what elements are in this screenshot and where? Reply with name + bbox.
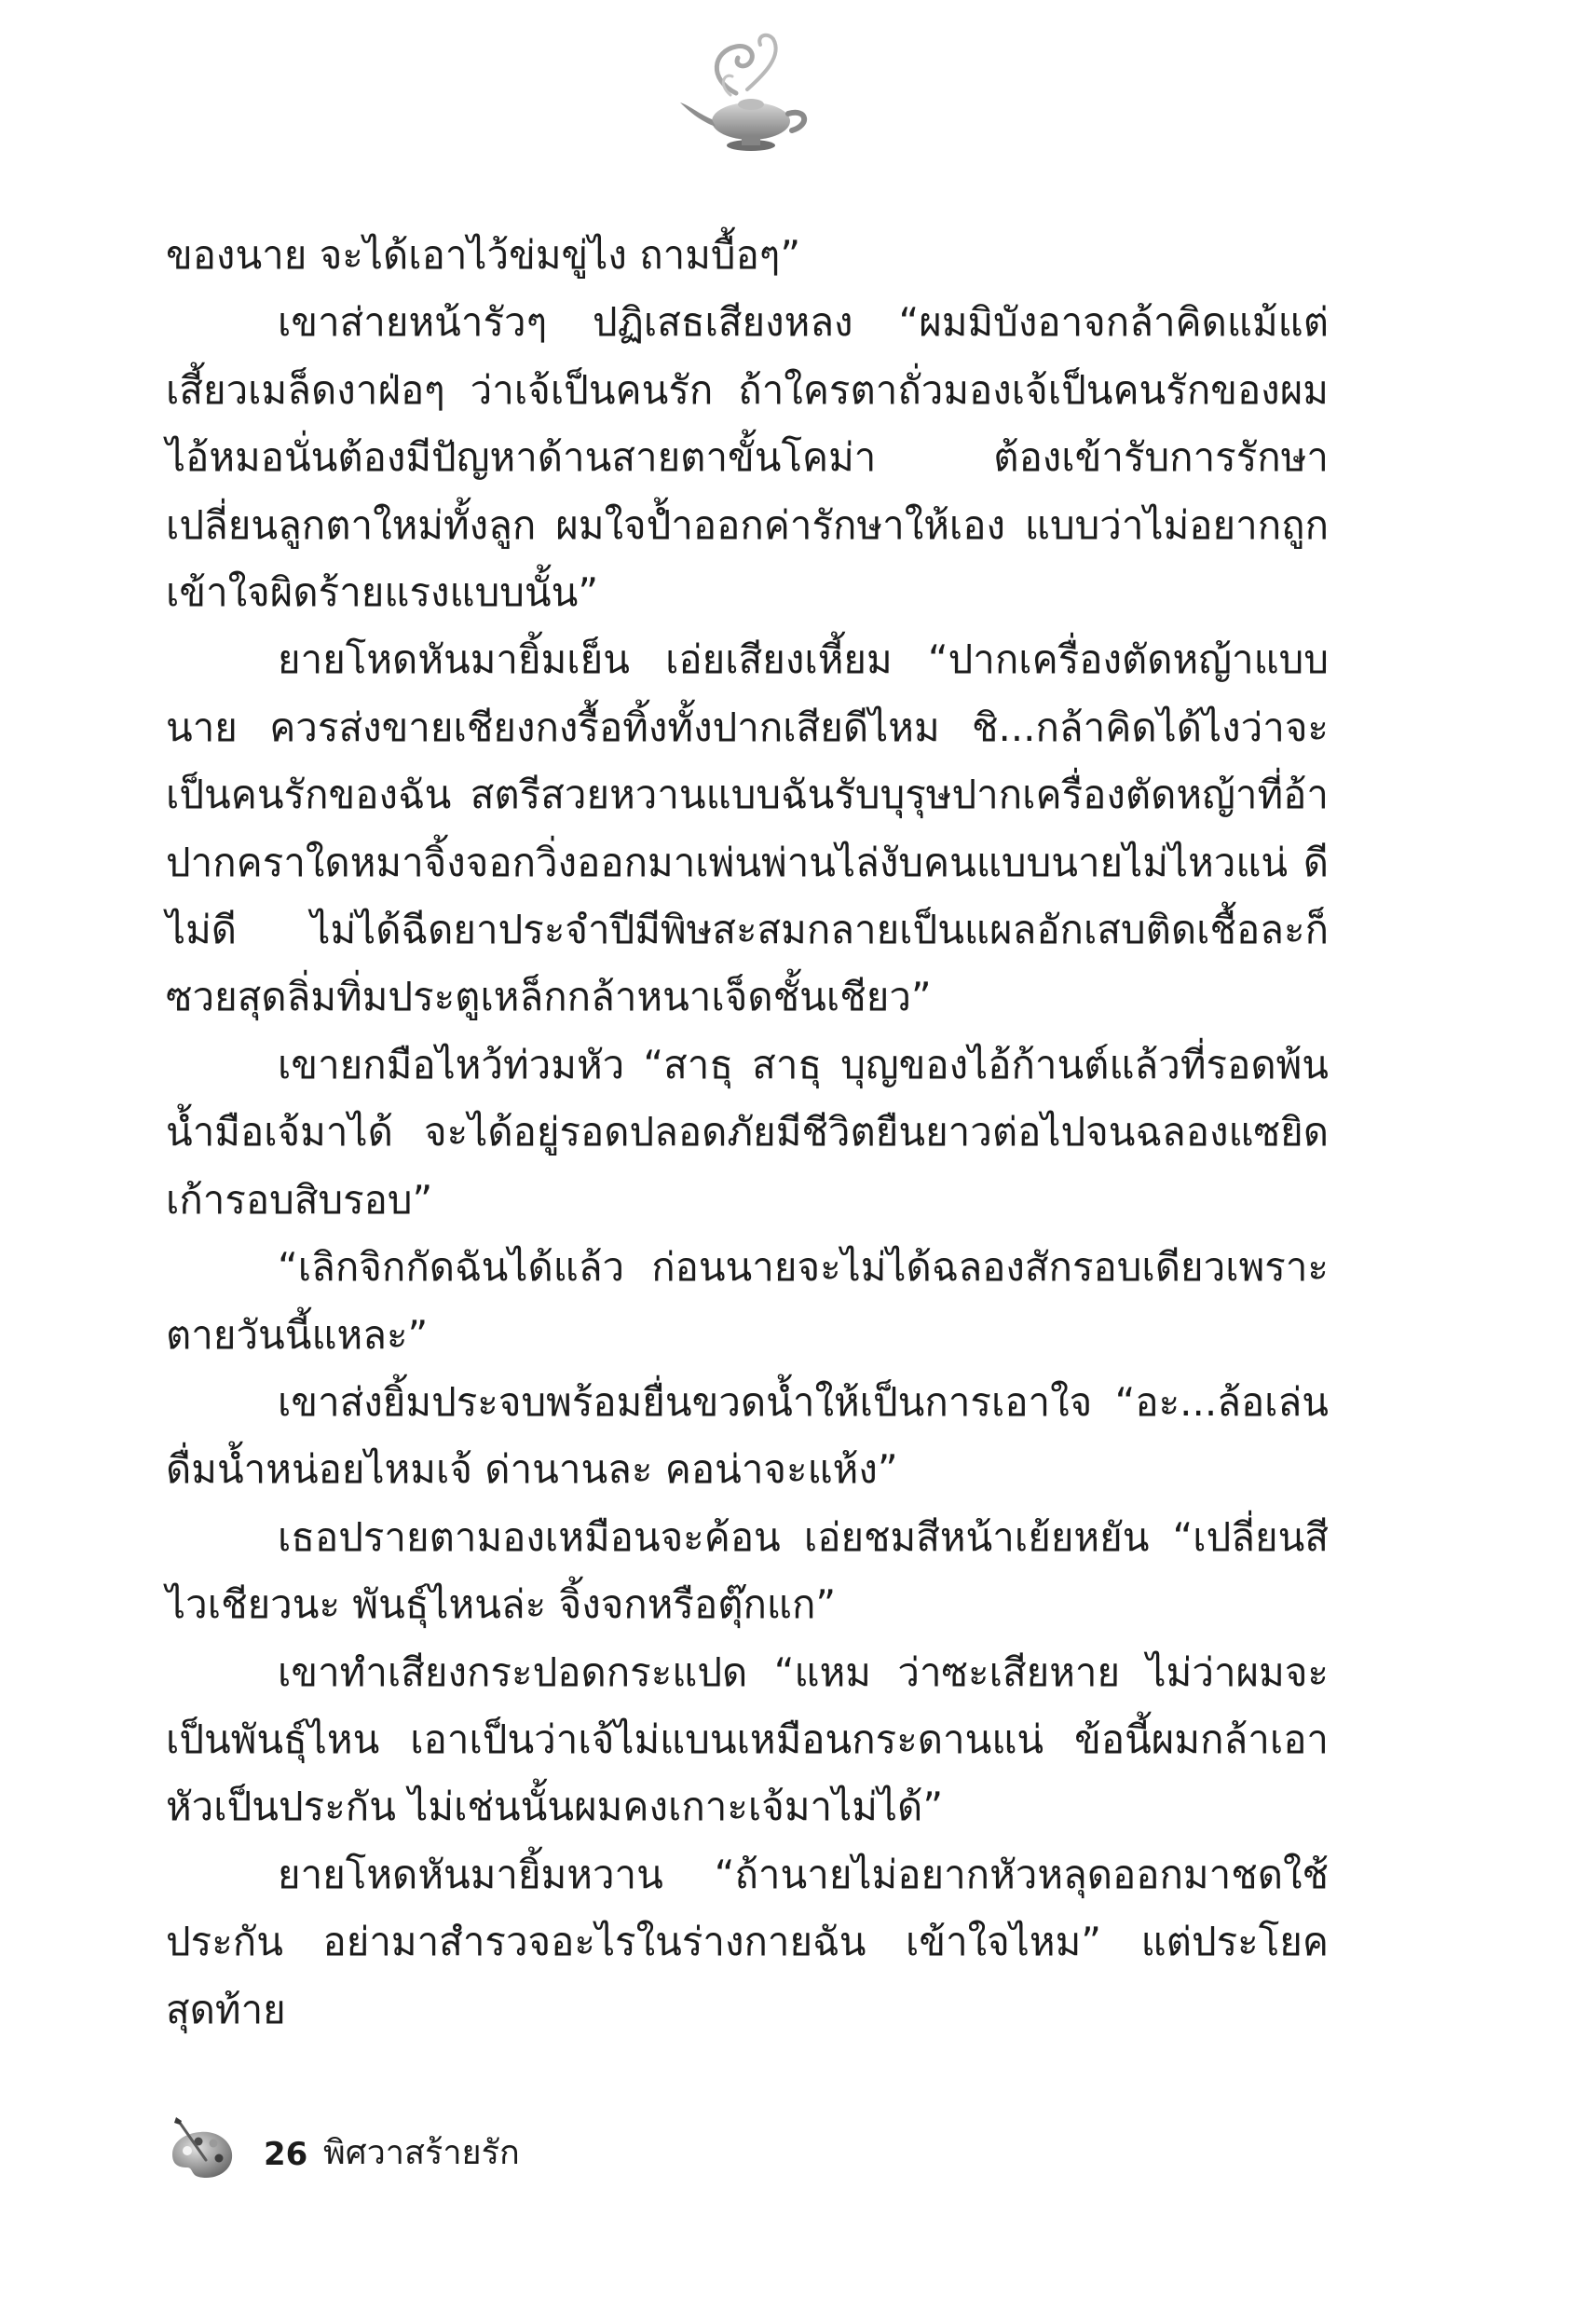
paragraph: ยายโหดหันมายิ้มเย็น เอ่ยเสียงเหี้ยม “ปากเครื่องตัดหญ้าแบบนาย ควรส่งขายเชียงกงรื้อทิ้งทั้งปากเสียดีไหม ชิ...กล้าคิดได้ไงว่าจะเป็นคนรักของฉัน สตรีสวยหวานแบบฉันรับบุรุษปากเครื่องตัดหญ้าที่อ้าปากคราใดหมาจิ้งจอกวิ่งออกมาเพ่นพ่านไล่งับคนแบบนายไม่ไหวแน่ ดีไม่ดี ไม่ได้ฉีดยาประจำปีมีพิษสะสมกลายเป็นแผลอักเสบติดเชื้อละก็ ซวยสุดลิ่มทิ่มประตูเหล็กกล้าหนาเจ็ดชั้นเชียว” (166, 636, 1329, 1020)
paragraph: ของนาย จะได้เอาไว้ข่มขู่ไง ถามบื้อๆ” (166, 232, 801, 278)
paragraph: เขาส่งยิ้มประจบพร้อมยื่นขวดน้ำให้เป็นการเอาใจ “อะ...ล้อเล่น ดื่มน้ำหน่อยไหมเจ้ ด่านานละ คอน่าจะแห้ง” (166, 1378, 1329, 1493)
paint-palette-icon (163, 2115, 238, 2190)
paragraph: “เลิกจิกกัดฉันได้แล้ว ก่อนนายจะไม่ได้ฉลองสักรอบเดียวเพราะตายวันนี้แหละ” (166, 1244, 1329, 1358)
page-number: 26 (264, 2136, 308, 2173)
paragraph: เขาทำเสียงกระปอดกระแปด “แหม ว่าซะเสียหาย ไม่ว่าผมจะเป็นพันธุ์ไหน เอาเป็นว่าเจ้ไม่แบนเหมือนกระดานแน่ ข้อนี้ผมกล้าเอาหัวเป็นประกัน ไม่เช่นนั้นผมคงเกาะเจ้มาไม่ได้” (166, 1648, 1329, 1830)
magic-lamp-icon (671, 28, 820, 158)
paragraph: เธอปรายตามองเหมือนจะค้อน เอ่ยชมสีหน้าเย้ยหยัน “เปลี่ยนสีไวเชียวนะ พันธุ์ไหนล่ะ จิ้งจกหรือตุ๊กแก” (166, 1513, 1329, 1628)
book-title: พิศวาสร้ายรัก (323, 2134, 520, 2172)
page-footer (163, 2115, 815, 2190)
paragraph: ยายโหดหันมายิ้มหวาน “ถ้านายไม่อยากหัวหลุดออกมาชดใช้ประกัน อย่ามาสำรวจอะไรในร่างกายฉัน เข้าใจไหม” แต่ประโยคสุดท้าย (166, 1851, 1329, 2032)
paragraph: เขายกมือไหว้ท่วมหัว “สาธุ สาธุ บุญของไอ้ก้านต์แล้วที่รอดพ้นน้ำมือเจ้มาได้ จะได้อยู่รอดปลอดภัยมีชีวิตยืนยาวต่อไปจนฉลองแซยิดเก้ารอบสิบรอบ” (166, 1041, 1329, 1223)
paragraph: เขาส่ายหน้ารัวๆ ปฏิเสธเสียงหลง “ผมมิบังอาจกล้าคิดแม้แต่เสี้ยวเมล็ดงาฝ่อๆ ว่าเจ้เป็นคนรัก ถ้าใครตาถั่วมองเจ้เป็นคนรักของผม ไอ้หมอนั่นต้องมีปัญหาด้านสายตาขั้นโคม่า ต้องเข้ารับการรักษาเปลี่ยนลูกตาใหม่ทั้งลูก ผมใจป้ำออกค่ารักษาให้เอง แบบว่าไม่อยากถูกเข้าใจผิดร้ายแรงแบบนั้น” (166, 299, 1329, 616)
chapter-body (166, 222, 1329, 2044)
